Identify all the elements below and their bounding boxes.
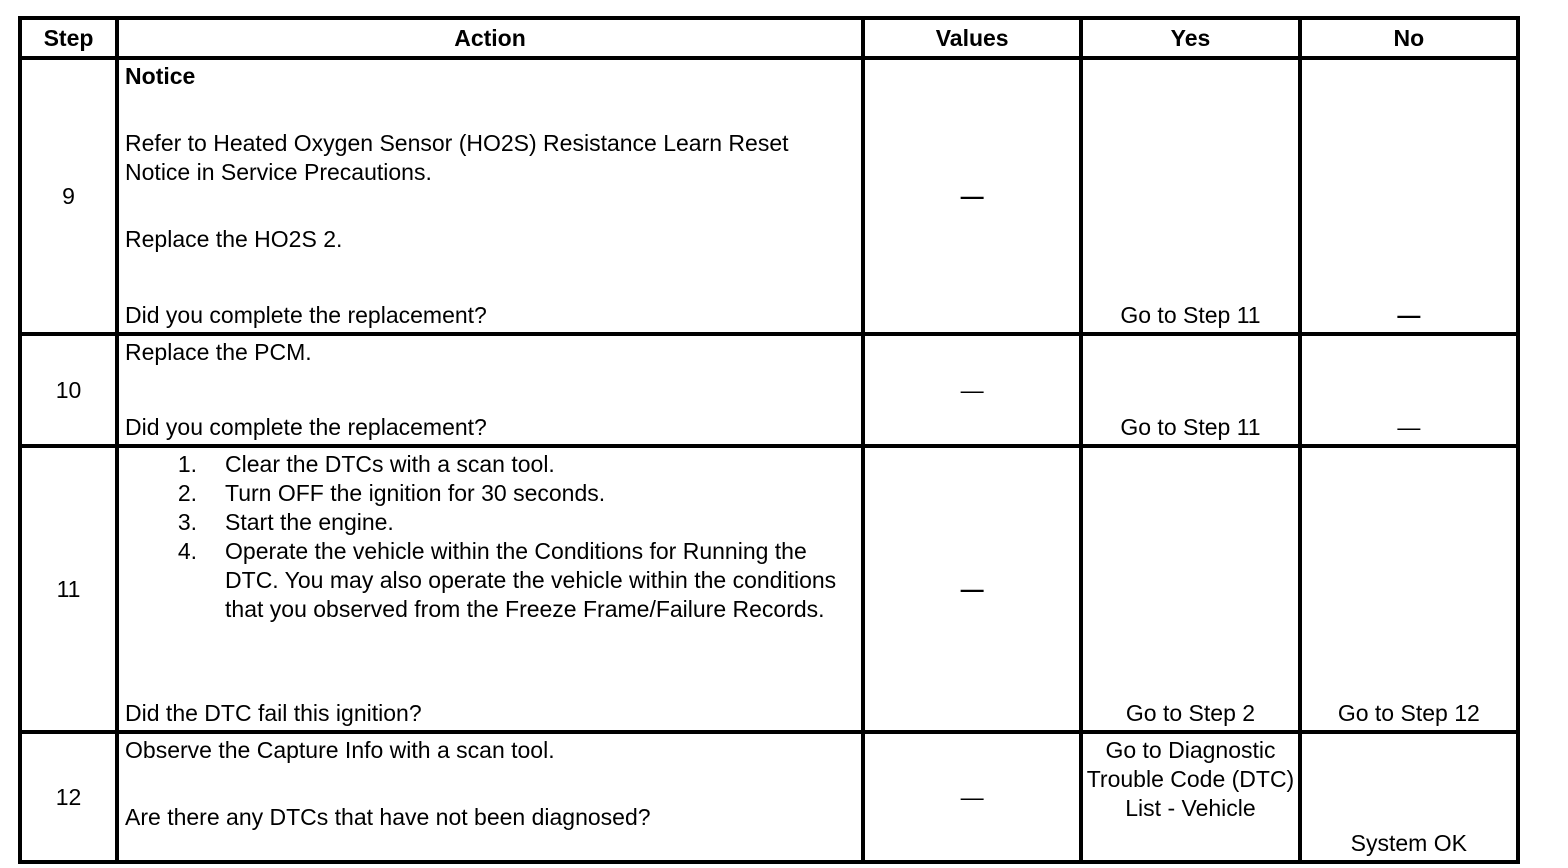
table-row-step-9 (20, 58, 1518, 334)
question-text: Are there any DTCs that have not been diagnosed? (125, 804, 651, 830)
instruction-text: Replace the PCM. (125, 339, 312, 365)
notice-title: Notice (125, 63, 196, 89)
list-item-number: 1. (177, 451, 198, 477)
no-cell: Go to Step 12 (1300, 446, 1518, 732)
notice-text: Refer to Heated Oxygen Sensor (HO2S) Resistance Learn Reset Notice in Service Precautions. (125, 130, 789, 185)
question-text: Did you complete the replacement? (125, 414, 487, 440)
values-cell: — (863, 58, 1081, 334)
action-cell (117, 58, 863, 334)
step-number: 12 (20, 732, 117, 862)
list-item-text: Start the engine. (225, 509, 394, 535)
header-action: Action (117, 18, 863, 58)
step-number: 11 (20, 446, 117, 732)
yes-cell: Go to Diagnostic Trouble Code (DTC) List - Vehicle (1081, 732, 1299, 862)
no-cell: — (1300, 58, 1518, 334)
table-row-step-12 (20, 732, 1518, 862)
action-cell (117, 334, 863, 446)
list-item (125, 479, 857, 508)
instruction-text: Observe the Capture Info with a scan tool. (125, 737, 555, 763)
no-cell: — (1300, 334, 1518, 446)
yes-cell: Go to Step 11 (1081, 58, 1299, 334)
list-item-number: 3. (177, 509, 198, 535)
table-row-step-11 (20, 446, 1518, 732)
values-cell: — (863, 446, 1081, 732)
action-cell (117, 732, 863, 862)
list-item (125, 537, 857, 624)
question-text: Did the DTC fail this ignition? (125, 700, 422, 726)
values-cell: — (863, 732, 1081, 862)
list-item-number: 2. (177, 480, 198, 506)
header-row (20, 18, 1518, 58)
instruction-text: Replace the HO2S 2. (125, 226, 343, 252)
table-row-step-10 (20, 334, 1518, 446)
question-text: Did you complete the replacement? (125, 302, 487, 328)
table-body (20, 58, 1518, 862)
procedure-list (125, 450, 857, 624)
table-header (20, 18, 1518, 58)
step-number: 9 (20, 58, 117, 334)
list-item (125, 508, 857, 537)
yes-cell: Go to Step 2 (1081, 446, 1299, 732)
list-item-number: 4. (177, 538, 198, 564)
no-cell: System OK (1300, 732, 1518, 862)
header-values: Values (863, 18, 1081, 58)
header-no: No (1300, 18, 1518, 58)
action-cell (117, 446, 863, 732)
list-item-text: Clear the DTCs with a scan tool. (225, 451, 555, 477)
header-step: Step (20, 18, 117, 58)
list-item-text: Operate the vehicle within the Conditions for Running the DTC. You may also operate the vehicle within the conditions that you observed from the Freeze Frame/Failure Records. (225, 538, 837, 622)
values-cell: — (863, 334, 1081, 446)
header-yes: Yes (1081, 18, 1299, 58)
yes-cell: Go to Step 11 (1081, 334, 1299, 446)
step-number: 10 (20, 334, 117, 446)
diagnostic-table (18, 16, 1520, 864)
list-item (125, 450, 857, 479)
list-item-text: Turn OFF the ignition for 30 seconds. (225, 480, 606, 506)
